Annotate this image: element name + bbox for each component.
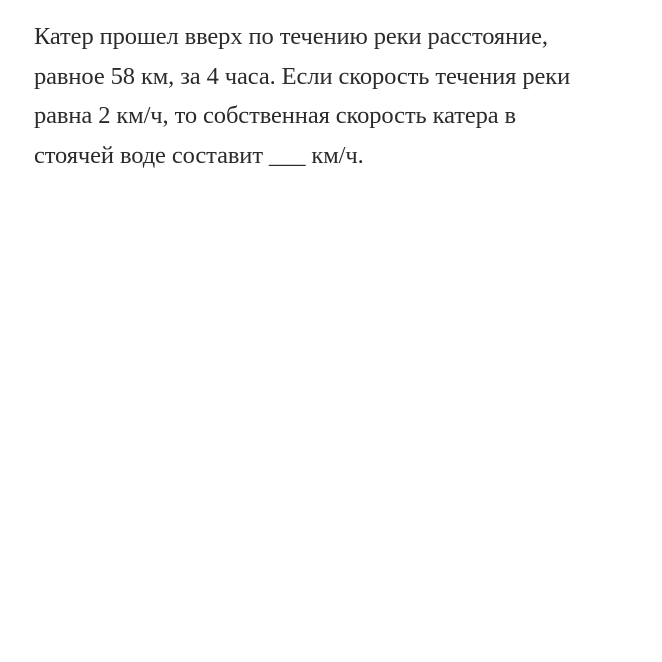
problem-line-2: равное 58 км, за 4 часа. Если скорость течения реки [34,62,571,90]
problem-line-1: Катер прошел вверх по течению реки расстояние, [34,23,548,50]
problem-line-4: стоячей воде составит ___ км/ч. [34,141,364,169]
problem-line-3: равна 2 км/ч, то собственная скорость катера в [34,102,517,129]
problem-statement [34,17,634,175]
